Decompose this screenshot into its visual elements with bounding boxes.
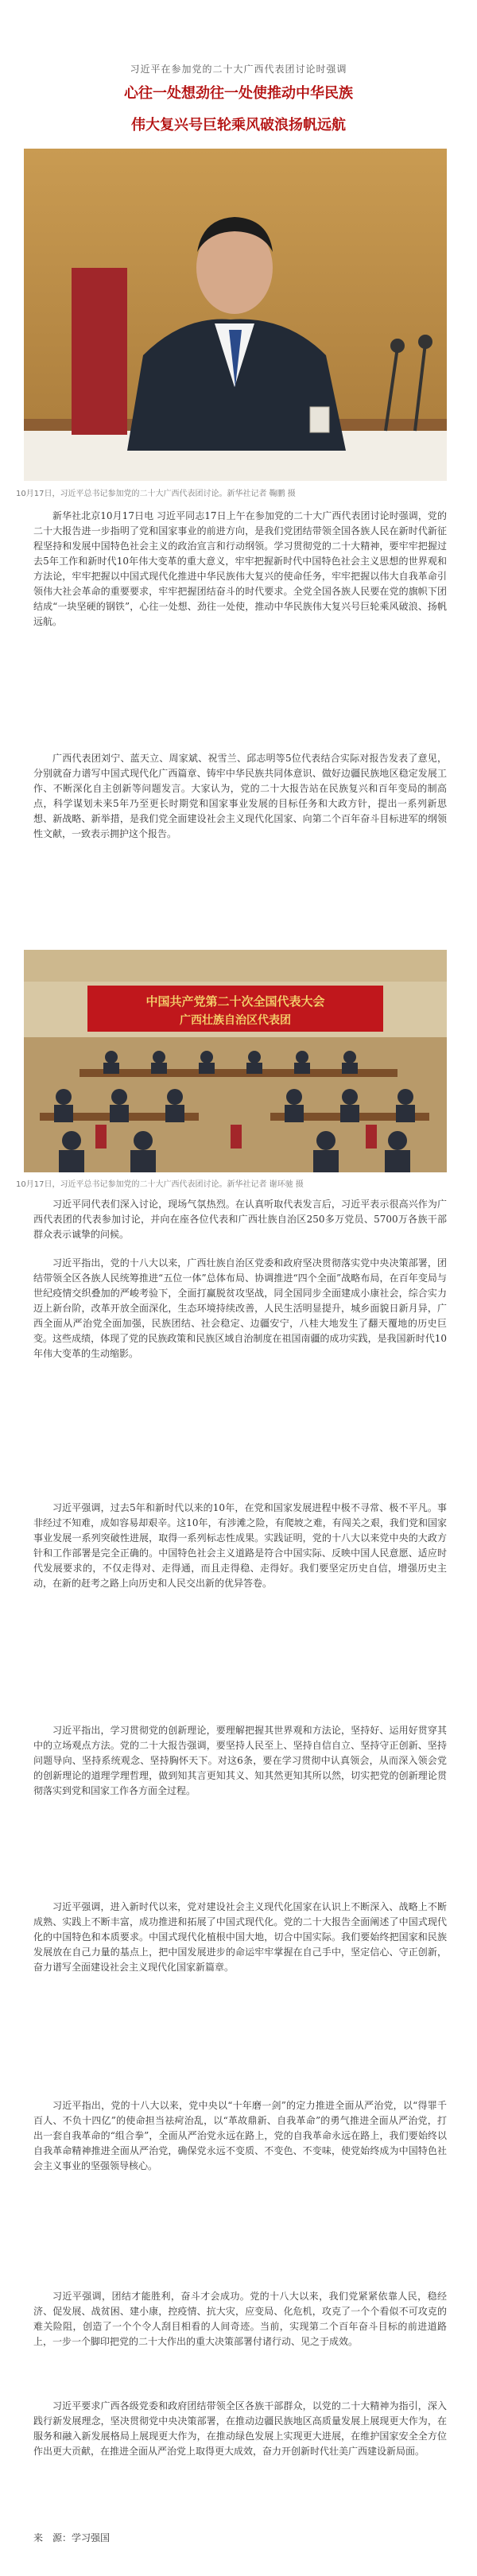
paragraph-10: 习近平要求广西各级党委和政府团结带领全区各族干部群众，以党的二十大精神为指引，深入践行新发展理念，坚决贯彻党中央决策部署，在推动边疆民族地区高质量发展上展现更大作为，在服务和融入新发展格局上展现更大作为，在推动绿色发展上实现更大进展，在维护国家安全全方位作出更大贡献，在推进全面从严治党上取得更大成效，奋力开创新时代壮美广西建设新局面。 [33,2400,447,2457]
paragraph-4: 习近平指出，党的十八大以来，广西壮族自治区党委和政府坚决贯彻落实党中央决策部署，团结带领全区各族人民统筹推进“五位一体”总体布局、协调推进“四个全面”战略布局，在百年变局与世纪疫情交织叠加的严峻考验下，全面打赢脱贫攻坚战，同全国同步全面建成小康社会，综合实力迈上新台阶，改革开放全面深化，生态环境持续改善，人民生活明显提升，城乡面貌日新月异，广西全面从严治党全面加强，民族团结、社会稳定、边疆安宁，八桂大地发生了翻天覆地的历史巨变。这些成绩，体现了党的民族政策和民族区域自治制度在祖国南疆的成功实践，是我国新时代10年伟大变革的生动缩影。 [33,1257,447,1359]
paragraph-1: 新华社北京10月17日电 习近平同志17日上午在参加党的二十大广西代表团讨论时强调，党的二十大报告进一步指明了党和国家事业的前进方向，是我们党团结带领全国各族人民在新时代新征程坚持和发展中国特色社会主义的政治宣言和行动纲领。学习贯彻党的二十大精神，要牢牢把握过去5年工作和新时代10年伟大变革的重大意义，牢牢把握新时代中国特色社会主义思想的世界观和方法论，牢牢把握以中国式现代化推进中华民族伟大复兴的使命任务，牢牢把握以伟大自我革命引领伟大社会革命的重要要求，牢牢把握团结奋斗的时代要求。全党全国各族人民要在党的旗帜下团结成“一块坚硬的钢铁”，心往一处想、劲往一处使，推动中华民族伟大复兴号巨轮乘风破浪、扬帆远航。 [33,510,447,627]
paragraph-2: 广西代表团刘宁、蓝天立、周家斌、祝雪兰、邱志明等5位代表结合实际对报告发表了意见，分别就奋力谱写中国式现代化广西篇章、铸牢中华民族共同体意识、做好边疆民族地区稳定发展工作、不断深化自主创新等问题发言。大家认为，党的二十大报告站在民族复兴和百年变局的制高点，科学谋划未来5年乃至更长时期党和国家事业发展的目标任务和大政方针，提出一系列新思想、新战略、新举措，是我们党全面建设社会主义现代化国家、向第二个百年奋斗目标进军的纲领性文献，一致表示拥护这个报告。 [33,753,447,839]
photo-caption-1: 10月17日，习近平总书记参加党的二十大广西代表团讨论。新华社记者 鞠鹏 摄 [16,490,296,498]
meeting-illustration [24,950,447,1172]
news-photo-meeting [24,950,447,1172]
article-headline-line2: 伟大复兴号巨轮乘风破浪扬帆远航 [131,117,346,134]
news-photo-portrait [24,149,447,481]
paragraph-9: 习近平强调，团结才能胜利，奋斗才会成功。党的十八大以来，我们党紧紧依靠人民，稳经济、促发展、战贫困、建小康，控疫情、抗大灾，应变局、化危机，攻克了一个个看似不可攻克的难关险阻，创造了一个个令人刮目相看的人间奇迹。当前，实现第二个百年奋斗目标的前进道路上，一步一个脚印把党的二十大作出的重大决策部署付诸行动、见之于成效。 [33,2291,447,2347]
banner-subtitle: 广西壮族自治区代表团 [180,1014,291,1027]
paragraph-6: 习近平指出，学习贯彻党的创新理论，要理解把握其世界观和方法论，坚持好、运用好贯穿其中的立场观点方法。党的二十大报告强调，要坚持人民至上、坚持自信自立、坚持守正创新、坚持问题导向、坚持系统观念、坚持胸怀天下。对这6条，要在学习贯彻中认真领会，从而深入领会党的创新理论的道理学理哲理，做到知其言更知其义、知其然更知其所以然，切实把党的创新理论贯彻落实到党和国家工作各方面全过程。 [33,1725,447,1796]
article-kicker: 习近平在参加党的二十大广西代表团讨论时强调 [130,64,347,75]
paragraph-3: 习近平同代表们深入讨论，现场气氛热烈。在认真听取代表发言后，习近平表示很高兴作为广西代表团的代表参加讨论，并向在座各位代表和广西壮族自治区250多万党员、5700万各族干部群众表示诚挚的问候。 [33,1199,447,1240]
article-source: 来 源：学习强国 [33,2532,111,2543]
photo-caption-2: 10月17日，习近平总书记参加党的二十大广西代表团讨论。新华社记者 谢环驰 摄 [16,1180,304,1189]
paragraph-8: 习近平指出，党的十八大以来，党中央以“十年磨一剑”的定力推进全面从严治党，以“得罪千百人、不负十四亿”的使命担当祛疴治乱，以“革故鼎新、自我革命”的勇气推进全面从严治党，打出一套自我革命的“组合拳”，全面从严治党永远在路上，党的自我革命永远在路上，我们要始终以自我革命精神推进全面从严治党，确保党永远不变质、不变色、不变味，使党始终成为中国特色社会主义事业的坚强领导核心。 [33,2100,447,2171]
article-headline-line1: 心往一处想劲往一处使推动中华民族 [124,85,353,102]
portrait-illustration [24,149,447,481]
paragraph-5: 习近平强调，过去5年和新时代以来的10年，在党和国家发展进程中极不寻常、极不平凡。事非经过不知难，成如容易却艰辛。这10年，有涉滩之险，有爬坡之难，有闯关之艰，我们党和国家事业发展一系列突破性进展，取得一系列标志性成果。实践证明，党的十八大以来党中央的大政方针和工作部署是完全正确的。中国特色社会主义道路是符合中国实际、反映中国人民意愿、适应时代发展要求的，不仅走得对、走得通，而且走得稳、走得好。我们要坚定历史自信，增强历史主动，在新的赶考之路上向历史和人民交出新的优异答卷。 [33,1502,447,1589]
banner-title: 中国共产党第二十次全国代表大会 [145,994,325,1009]
paragraph-7: 习近平强调，进入新时代以来，党对建设社会主义现代化国家在认识上不断深入、战略上不断成熟、实践上不断丰富，成功推进和拓展了中国式现代化。党的二十大报告全面阐述了中国式现代化的中国特色和本质要求。中国式现代化植根中国大地，切合中国实际。我们要始终把国家和民族发展放在自己力量的基点上，把中国发展进步的命运牢牢掌握在自己手中，坚定信心、守正创新，奋力谱写全面建设社会主义现代化国家新篇章。 [33,1901,447,1973]
